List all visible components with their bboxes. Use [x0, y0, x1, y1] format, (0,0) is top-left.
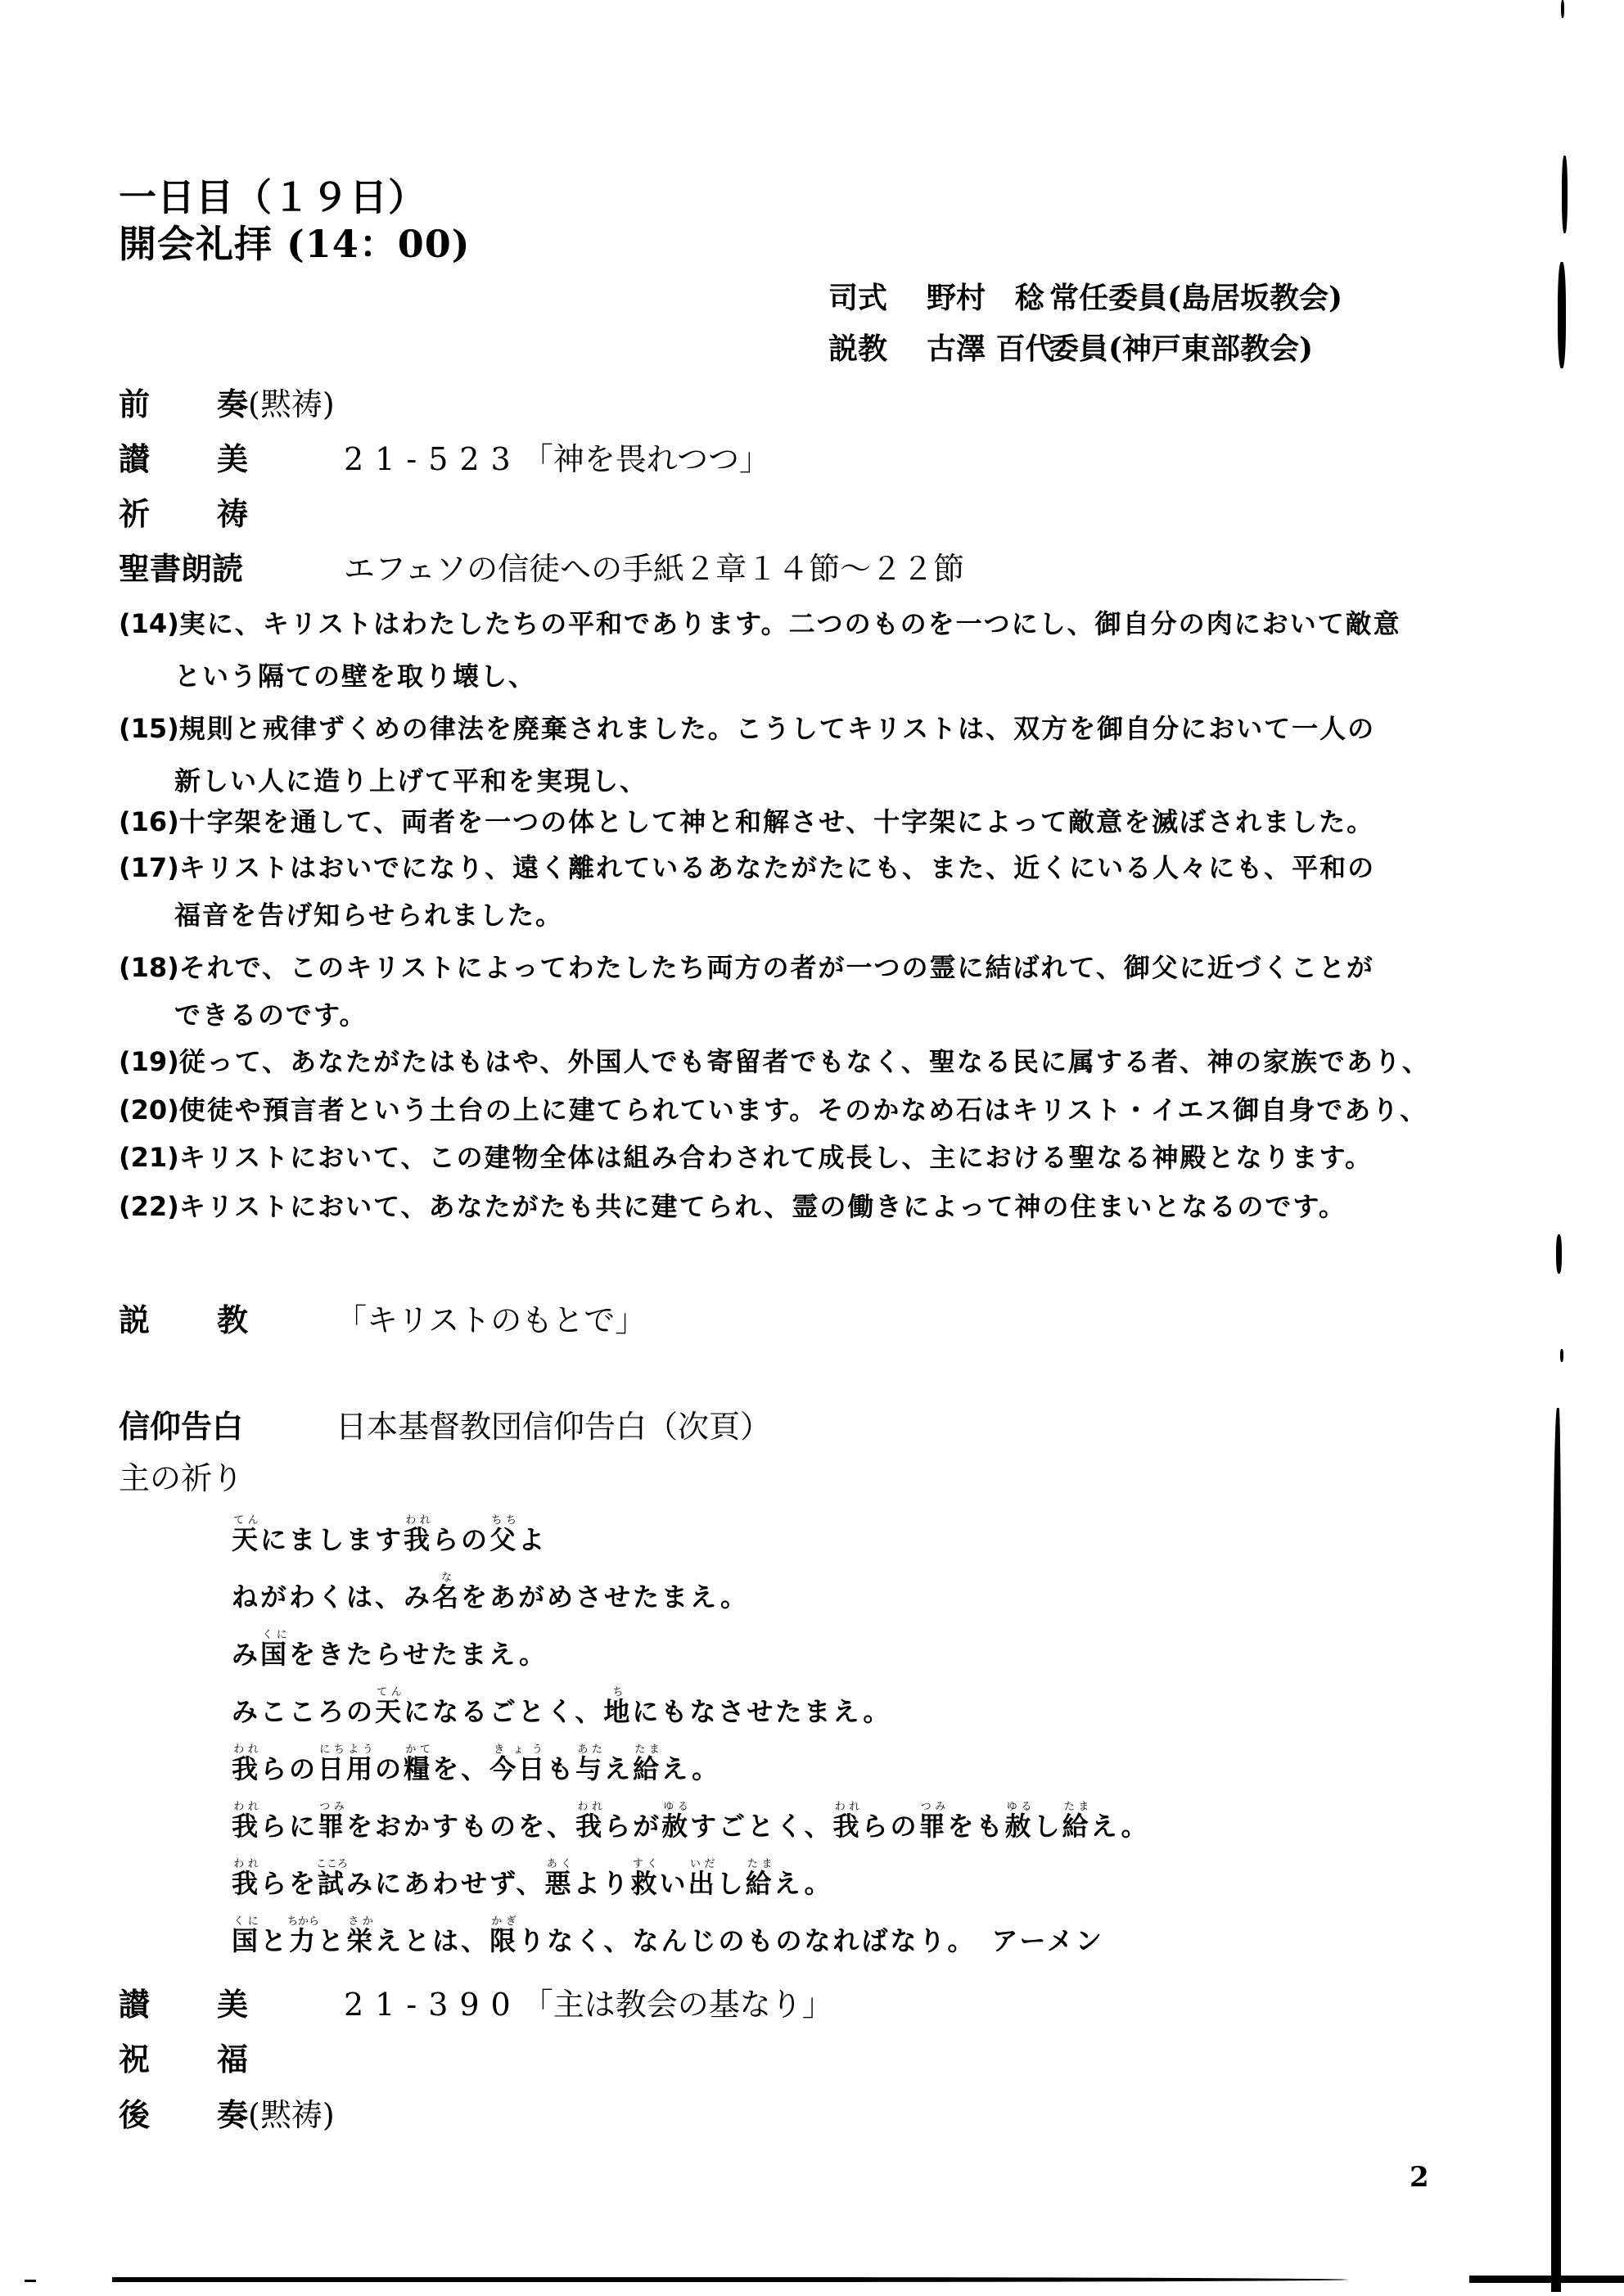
label-char: 後 [119, 2096, 151, 2133]
prayer-line [232, 1858, 833, 1901]
prayer-text: になるごとく、 [404, 1696, 604, 1727]
furigana-word: 父ちち [489, 1514, 519, 1555]
reading-passage: エフェソの信徒への手紙２章１４節～２２節 [344, 551, 965, 587]
verse-21 [119, 1137, 1373, 1175]
furigana-word: 今日きょう [489, 1743, 548, 1784]
furigana-word: 罪つみ [318, 1801, 347, 1842]
prayer-line [232, 1801, 1150, 1843]
verse-text: キリストにおいて、この建物全体は組み合わされて成長し、主における聖なる神殿となります。 [178, 1142, 1373, 1173]
prayer-text: らに [260, 1811, 318, 1842]
furigana-word: 給たま [745, 1858, 774, 1899]
prayer-text: をあがめさせたまえ。 [461, 1581, 749, 1613]
prayer-text: にもなさせたまえ。 [632, 1696, 892, 1727]
order-reading [119, 544, 964, 589]
order-prayer [119, 489, 248, 534]
verse-number: (18) [119, 952, 179, 983]
prayer-text: し [716, 1868, 746, 1899]
verse-22 [119, 1186, 1347, 1224]
prayer-text: らが [604, 1811, 662, 1842]
verse-number: (14) [119, 608, 179, 639]
officiant-title: 委員(神戸東部教会) [1049, 332, 1314, 366]
furigana-word: 出いだ [688, 1858, 717, 1899]
officiant-preacher [828, 326, 1313, 368]
furigana-word: 日用にちよう [318, 1743, 376, 1784]
prayer-line [232, 1629, 548, 1671]
prayer-text: らの [260, 1753, 318, 1784]
verse-text: 十字架を通して、両者を一つの体として神と和解させ、十字架によって敵意を滅ぼされました。 [178, 806, 1375, 837]
prayer-text: より [573, 1868, 631, 1899]
order-postlude [119, 2090, 335, 2135]
furigana-word: 名な [432, 1572, 462, 1613]
verse-18 [119, 947, 1374, 985]
verse-15 [119, 708, 1375, 746]
verse-text: 規則と戒律ずくめの律法を廃棄されました。こうしてキリストは、双方を御自分において一人の [178, 713, 1376, 744]
page-number: 2 [1410, 2161, 1429, 2194]
verse-number: (21) [119, 1142, 179, 1173]
furigana-word: 限かぎ [489, 1915, 519, 1956]
label-char: 福 [217, 2041, 249, 2077]
label-char: 祷 [217, 495, 249, 532]
prayer-text: を、 [432, 1753, 490, 1784]
prayer-text: と [260, 1925, 290, 1956]
furigana-word: 国くに [260, 1629, 290, 1670]
prayer-line [232, 1514, 547, 1557]
scan-artifact [1562, 156, 1568, 233]
prayer-line [232, 1686, 891, 1729]
furigana-word: 救すく [630, 1858, 660, 1899]
prayer-text: みにあわせず、 [346, 1868, 545, 1899]
prayer-text: と [318, 1925, 347, 1956]
officiant-name: 古澤 百代 [927, 332, 1055, 366]
label-char: 祝 [119, 2041, 151, 2077]
prayer-text: りなく、なんじのものなればなり。 アーメン [518, 1925, 1104, 1956]
prayer-text: え。 [1090, 1811, 1150, 1842]
prayer-text: をも [947, 1811, 1005, 1842]
prayer-text: ねがわくは、み [232, 1581, 433, 1613]
prayer-text: にまします [260, 1524, 404, 1555]
furigana-word: 糧かて [404, 1743, 433, 1784]
label-char: 前 [119, 386, 151, 422]
order-benediction [119, 2034, 248, 2079]
furigana-word: 天てん [232, 1514, 261, 1555]
prayer-text: の [375, 1753, 404, 1784]
scan-artifact [1558, 262, 1566, 368]
furigana-word: 我われ [832, 1801, 862, 1842]
prayer-text: をおかすものを、 [346, 1811, 576, 1842]
verse-text: キリストはおいでになり、遠く離れているあなたがたにも、また、近くにいる人々にも、平和の [178, 852, 1376, 883]
bottom-edge-line [112, 2277, 1348, 2282]
prayer-text: らの [432, 1524, 490, 1555]
prayer-text: え。 [661, 1753, 721, 1784]
label-char: 説 [119, 1301, 151, 1338]
furigana-word: 国くに [232, 1915, 261, 1956]
label-char: 祈 [119, 495, 151, 532]
furigana-word: 与あた [575, 1743, 605, 1784]
label-char: 美 [217, 1986, 249, 2023]
verse-15-cont: 新しい人に造り上げて平和を実現し、 [174, 765, 648, 796]
officiant-presider [828, 275, 1342, 317]
furigana-word: 赦ゆる [661, 1801, 691, 1842]
prayer-text: すごとく、 [690, 1811, 833, 1842]
prayer-line [232, 1915, 1104, 1958]
sermon-title: 「キリストのもとで」 [336, 1302, 647, 1338]
verse-number: (22) [119, 1191, 179, 1222]
order-prelude [119, 379, 335, 424]
furigana-word: 我われ [232, 1743, 261, 1784]
lords-prayer-label: 主の祈り [119, 1460, 244, 1496]
prayer-text: みこころの [232, 1696, 376, 1727]
prayer-line [232, 1572, 749, 1614]
prayer-text: い [659, 1868, 688, 1899]
prayer-text: え。 [774, 1868, 833, 1899]
verse-number: (19) [119, 1046, 179, 1077]
furigana-word: 地ち [603, 1686, 633, 1727]
hymn-title: 「主は教会の基なり」 [521, 1987, 833, 2023]
furigana-word: 我われ [404, 1514, 433, 1555]
hymn-number: 21-390 [344, 1987, 522, 2023]
furigana-word: 試こころ [316, 1858, 349, 1899]
label-char: 奏 [217, 386, 249, 422]
hymn-number: 21-523 [344, 441, 522, 477]
verse-text: キリストにおいて、あなたがたも共に建てられ、霊の働きによって神の住まいとなるのです。 [178, 1191, 1347, 1222]
hymn-title: 「神を畏れつつ」 [521, 441, 770, 477]
scan-artifact [1556, 1234, 1562, 1274]
prayer-text: み [232, 1639, 261, 1670]
prayer-text: らを [260, 1868, 318, 1899]
furigana-word: 力ちから [287, 1915, 320, 1956]
verse-text: それで、このキリストによってわたしたち両方の者が一つの霊に結ばれて、御父に近づくことが [178, 952, 1374, 983]
scan-artifact [1561, 0, 1564, 18]
verse-20 [119, 1089, 1428, 1127]
furigana-word: 給たま [633, 1743, 662, 1784]
scan-artifact [1560, 1349, 1563, 1362]
furigana-word: 天てん [375, 1686, 404, 1727]
prayer-text: をきたらせたまえ。 [289, 1639, 548, 1670]
verse-number: (20) [119, 1094, 179, 1125]
furigana-word: 赦ゆる [1004, 1801, 1034, 1842]
order-sermon [119, 1295, 646, 1340]
prayer-text: も [547, 1753, 576, 1784]
order-creed [119, 1401, 771, 1446]
verse-14 [119, 603, 1401, 641]
verse-text: 従って、あなたがたはもはや、外国人でも寄留者でもなく、聖なる民に属する者、神の家族であり、 [178, 1046, 1430, 1077]
verse-text: 実に、キリストはわたしたちの平和であります。二つのものを一つにし、御自分の肉において敵意 [178, 608, 1401, 639]
verse-14-cont: という隔ての壁を取り壊し、 [174, 661, 537, 692]
label-char: 讃 [119, 1986, 151, 2023]
officiant-name: 野村 稔 [927, 281, 1045, 315]
prayer-text: えとは、 [375, 1925, 490, 1956]
furigana-word: 給たま [1062, 1801, 1091, 1842]
bottom-edge-line [1469, 2276, 1624, 2283]
label-char: 美 [217, 440, 249, 477]
label-char: 讃 [119, 440, 151, 477]
furigana-word: 悪あく [544, 1858, 574, 1899]
postlude-note: (黙祷) [248, 2097, 335, 2133]
bottom-edge-line [25, 2280, 36, 2282]
order-hymn-2 [119, 1979, 833, 2024]
furigana-word: 我われ [575, 1801, 605, 1842]
verse-text: 使徒や預言者という土台の上に建てられています。そのかなめ石はキリスト・イエス御自身であり、 [178, 1094, 1428, 1125]
label-char: 教 [217, 1301, 249, 1338]
creed-label: 信仰告白 [119, 1408, 244, 1445]
verse-18-cont: できるのです。 [174, 999, 368, 1031]
order-hymn-1 [119, 434, 770, 479]
prayer-line [232, 1743, 720, 1786]
prayer-text: らの [861, 1811, 919, 1842]
verse-number: (16) [119, 806, 179, 837]
officiant-role: 説教 [828, 332, 888, 366]
label-char: 奏 [217, 2096, 249, 2133]
prayer-text: え [604, 1753, 634, 1784]
prayer-text: よ [518, 1524, 548, 1555]
day-heading: 一日目（１９日） [119, 175, 426, 219]
officiant-title: 常任委員(島居坂教会) [1049, 281, 1343, 315]
officiant-role: 司式 [828, 281, 888, 315]
verse-number: (15) [119, 713, 179, 744]
verse-16 [119, 801, 1374, 839]
verse-19 [119, 1041, 1430, 1079]
verse-number: (17) [119, 852, 179, 883]
furigana-word: 栄さか [346, 1915, 376, 1956]
scan-artifact [1551, 1408, 1561, 2292]
reading-label: 聖書朗読 [119, 550, 244, 587]
furigana-word: 我われ [232, 1801, 261, 1842]
service-heading: 開会礼拝 (14：00) [119, 222, 471, 266]
prelude-note: (黙祷) [248, 386, 335, 422]
verse-17 [119, 847, 1375, 885]
creed-text: 日本基督教団信仰告白（次頁） [336, 1409, 772, 1445]
furigana-word: 我われ [232, 1858, 261, 1899]
verse-17-cont: 福音を告げ知らせられました。 [174, 900, 564, 931]
prayer-text: し [1033, 1811, 1062, 1842]
furigana-word: 罪つみ [918, 1801, 948, 1842]
